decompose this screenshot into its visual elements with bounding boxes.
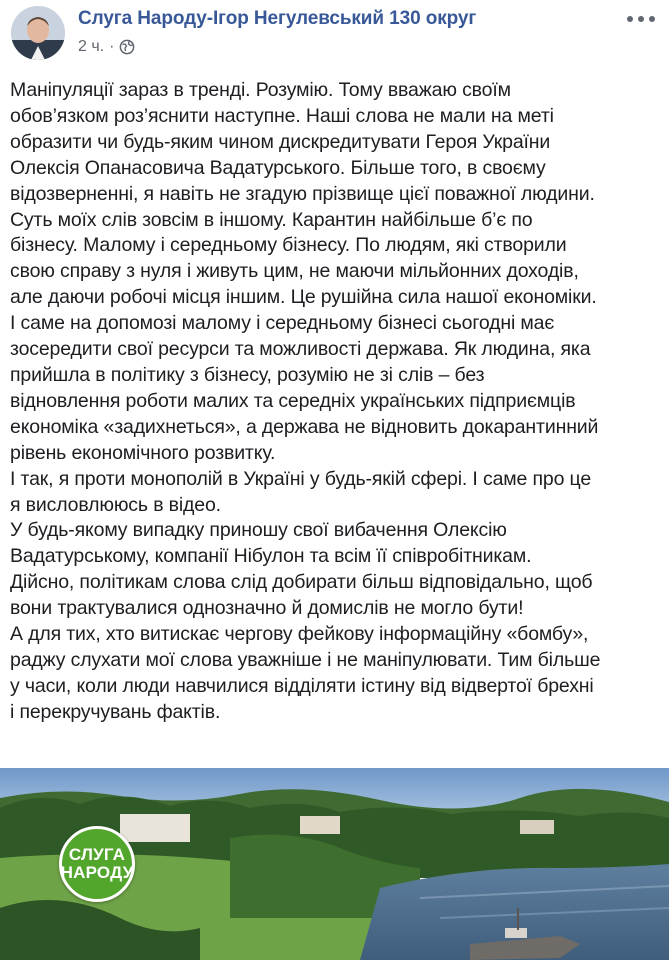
globe-icon[interactable]	[119, 39, 135, 55]
author-name-link[interactable]: Слуга Народу-Ігор Негулевський 130 округ	[78, 8, 477, 29]
post-body	[10, 78, 662, 726]
post-line: прийшла в політику з бізнесу, розумію не зі слів – без	[10, 363, 485, 386]
post-meta	[78, 38, 135, 56]
post-line: і перекручувань фактів.	[10, 700, 221, 723]
post-line: І так, я проти монополій в Україні у будь-якій сфері. І саме про це	[10, 467, 592, 490]
post-line: рівень економічного розвитку.	[10, 441, 276, 464]
post-line: я висловлююсь в відео.	[10, 493, 221, 516]
author-avatar[interactable]	[11, 6, 65, 60]
post-line: І саме на допомозі малому і середньому бізнесі сьогодні має	[10, 312, 555, 335]
post-line: у часи, коли люди навчилися відділяти істину від відвертої брехні	[10, 674, 594, 697]
post-line: Вадатурському, компанії Нібулон та всім її співробітникам.	[10, 545, 532, 568]
post-line: образити чи будь-яким чином дискредитувати Героя України	[10, 130, 551, 153]
post-line: вони трактувалися однозначно й домислів не могло бути!	[10, 597, 524, 620]
post-line: зосередити свої ресурси та можливості держава. Як людина, яка	[10, 338, 591, 361]
post-line: економіка «задихнеться», а держава не відновить докарантинний	[10, 415, 599, 438]
post-timestamp[interactable]: 2 ч.	[78, 38, 105, 55]
badge-line-2: НАРОДУ	[60, 863, 134, 882]
meta-separator: ·	[109, 38, 115, 55]
post-line: відозверненні, я навіть не згадую прізвище цієї поважної людини.	[10, 182, 595, 205]
more-options-icon[interactable]	[627, 12, 655, 26]
avatar-image	[11, 6, 65, 60]
post-line: обов’язком роз’яснити наступне. Наші слова не мали на меті	[10, 104, 554, 127]
post-line: відновлення роботи малих та середніх українських підприємців	[10, 389, 576, 412]
post-line: але даючи робочі місця іншим. Це рушійна сила нашої економіки.	[10, 286, 597, 309]
post-line: раджу слухати мої слова уважніше і не маніпулювати. Тим більше	[10, 648, 601, 671]
sluha-narodu-logo-badge	[59, 826, 135, 902]
post-line: У будь-якому випадку приношу свої вибачення Олексію	[10, 519, 507, 542]
post-line: Маніпуляції зараз в тренді. Розумію. Тому вважаю своїм	[10, 79, 511, 101]
post-line: Дійсно, політикам слова слід добирати більш відповідально, щоб	[10, 571, 593, 594]
post-line: Суть моїх слів зовсім в іншому. Карантин найбільше б’є по	[10, 208, 533, 231]
post-line: свою справу з нуля і живуть цим, не маючи мільйонних доходів,	[10, 260, 579, 283]
post-header	[0, 0, 669, 68]
badge-line-1: СЛУГА	[68, 845, 126, 864]
post-line: бізнесу. Малому і середньому бізнесу. По людям, які створили	[10, 234, 567, 257]
post-line: Олексія Опанасовича Вадатурського. Більше того, в своєму	[10, 156, 546, 179]
post-line: А для тих, хто витискає чергову фейкову інформаційну «бомбу»,	[10, 623, 589, 646]
